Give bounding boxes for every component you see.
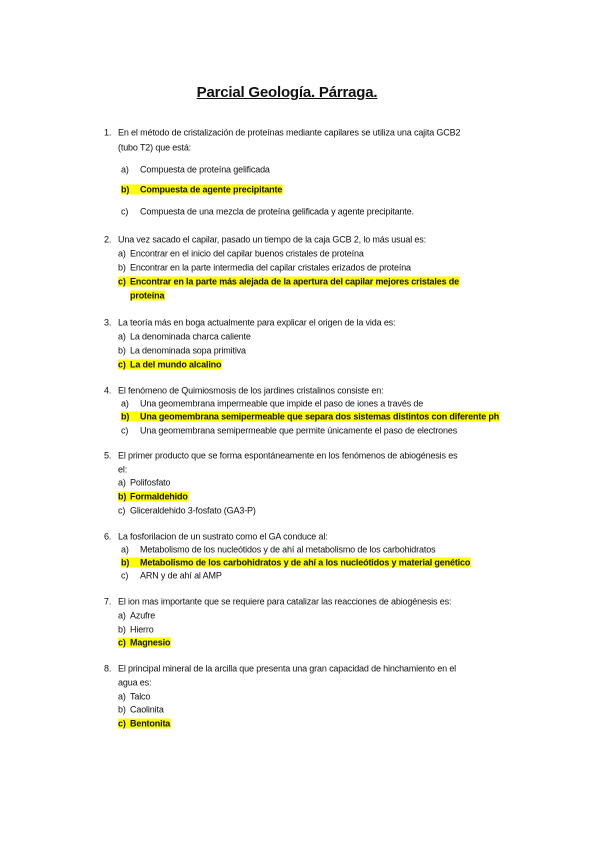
correct-option [118,719,171,730]
option-label: a) [121,164,129,175]
option-line [121,426,457,436]
option [118,506,256,517]
option-text: Metabolismo de los carbohidratos y de ahí a los nucleótidos y material genético [140,557,471,568]
option-label: b) [118,624,126,635]
option-label: c) [118,359,126,370]
option [118,705,164,716]
option-label: c) [121,570,129,581]
option-label: c) [118,505,126,516]
option-line [121,185,283,195]
option-label: b) [118,345,126,356]
option-label: c) [118,276,126,287]
option-label: a) [118,248,126,259]
option-text: Compuesta de proteína gelificada [140,164,270,175]
option-text: Metabolismo de los nucleótidos y de ahí al metabolismo de los carbohidratos [140,544,436,555]
question-number: 2. [104,234,112,245]
option-text: Una geomembrana semipermeable que separa dos sistemas distintos con diferente ph [140,411,500,422]
option-line [121,399,423,409]
option-line [118,492,189,502]
option-text: Una geomembrana semipermeable que permite únicamente el paso de electrones [140,425,458,436]
option-line [118,332,251,342]
option-line [121,207,414,217]
question-text: (tubo T2) que está: [118,142,192,153]
option-line [118,506,256,516]
option [121,545,435,556]
option-text: Formaldehido [130,491,188,502]
option [121,207,414,218]
option-line [118,692,150,702]
correct-option [121,185,283,196]
correct-option [130,291,165,302]
option [118,249,364,260]
option [118,332,251,343]
option-line [121,165,270,175]
option-line [118,263,411,273]
question-text: El primer producto que se forma espontáneamente en los fenómenos de abiogénesis es [118,450,458,461]
option-label: a) [118,691,126,702]
question-number: 8. [104,663,112,674]
correct-option [118,360,222,371]
question-text: Una vez sacado el capilar, pasado un tiempo de la caja GCB 2, lo más usual es: [118,234,426,245]
option-text: La del mundo alcalino [130,359,222,370]
option-label: a) [118,477,126,488]
option-line [118,705,164,715]
option-text: Encontrar en la parte más alejada de la apertura del capilar mejores cristales de [130,276,460,287]
option [118,611,155,622]
option [121,571,222,582]
option [118,625,154,636]
option [121,399,423,410]
option-label: b) [118,704,126,715]
option-text: La denominada charca caliente [130,331,251,342]
option-text: Compuesta de una mezcla de proteína gelificada y agente precipitante. [140,206,414,217]
option-text: Compuesta de agente precipitante [140,184,283,195]
option-label: b) [121,411,130,422]
option-text: Una geomembrana impermeable que impide el paso de iones a través de [140,398,424,409]
option [118,478,170,489]
option-label: b) [121,184,130,195]
question-text: agua es: [118,677,152,688]
option-line [121,558,471,568]
option-text: Caolinita [130,704,164,715]
question-number: 3. [104,317,112,328]
option-label: c) [118,718,126,729]
option-line [118,249,364,259]
option-text: Encontrar en la parte intermedia del capilar cristales erizados de proteína [130,262,411,273]
option-label: a) [118,331,126,342]
question-text: La teoría más en boga actualmente para explicar el origen de la vida es: [118,317,396,328]
option-text: Azufre [130,610,156,621]
option-line [121,571,222,581]
option-label: b) [118,262,126,273]
option-text: Talco [130,691,151,702]
option [121,165,270,176]
option [118,346,246,357]
question-number: 7. [104,596,112,607]
option [118,263,411,274]
option-text: Magnesio [130,637,171,648]
option-line [118,611,155,621]
option-label: c) [121,206,129,217]
option-label: a) [121,398,129,409]
question-text: El fenómeno de Quimiosmosis de los jardines cristalinos consiste en: [118,385,384,396]
question-text: La fosforilacion de un sustrato como el GA conduce al: [118,531,328,542]
option-label: c) [121,425,129,436]
option [121,426,457,437]
question-text: El principal mineral de la arcilla que presenta una gran capacidad de hinchamiento en el [118,663,457,674]
option-text: La denominada sopa primitiva [130,345,246,356]
option-text: Polifosfato [130,477,171,488]
option-line [121,412,500,422]
page-title: Parcial Geología. Párraga. [196,84,378,101]
option-text: proteína [130,290,165,301]
option-text: Bentonita [130,718,171,729]
option-text: Gliceraldehido 3-fosfato (GA3-P) [130,505,256,516]
correct-option [121,412,500,423]
option-line [118,277,460,287]
option-text: Encontrar en el inicio del capilar buenos cristales de proteína [130,248,364,259]
option-label: b) [118,491,127,502]
option-label: c) [118,637,126,648]
option-label: a) [121,544,129,555]
option-text: ARN y de ahí al AMP [140,570,222,581]
correct-option [118,277,460,288]
option-label: b) [121,557,130,568]
option-line [118,478,170,488]
option-label: a) [118,610,126,621]
option-text: Hierro [130,624,154,635]
question-number: 4. [104,385,112,396]
option-line [118,346,246,356]
question-text: El ion mas importante que se requiere para catalizar las reacciones de abiogénesis es: [118,596,452,607]
question-number: 6. [104,531,112,542]
correct-option [118,492,189,503]
correct-option [121,558,471,569]
option-line [121,545,435,555]
question-number: 5. [104,450,112,461]
option-line [118,719,171,729]
option-line [130,291,165,301]
question-text: En el método de cristalización de proteínas mediante capilares se utiliza una cajita GCB2 [118,127,461,138]
correct-option [118,638,171,649]
option-line [118,360,222,370]
question-text: el: [118,464,128,475]
option-line [118,625,154,635]
question-number: 1. [104,127,112,138]
option-line [118,638,171,648]
option [118,692,150,703]
